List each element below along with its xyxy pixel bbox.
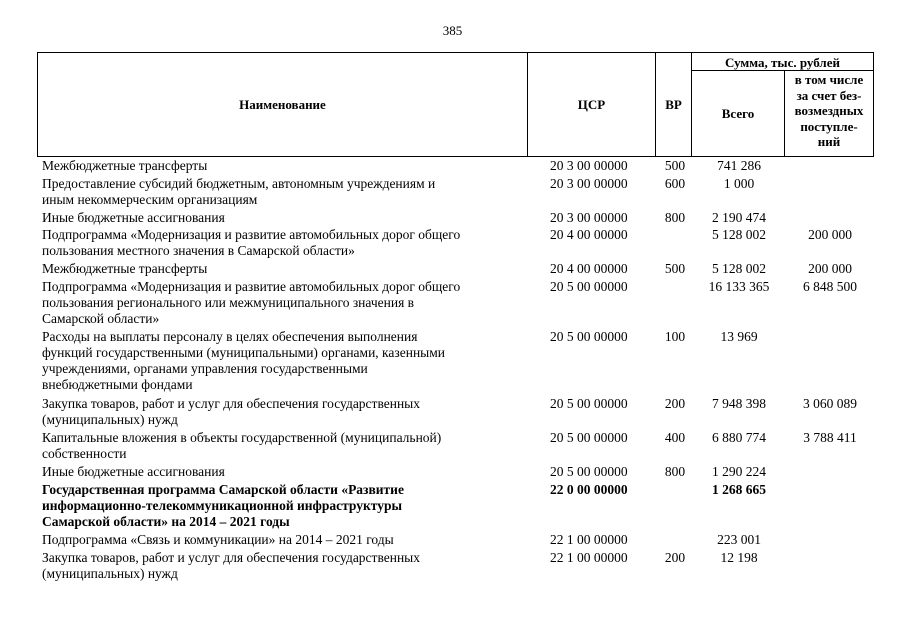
row-name-line: Самарской области» на 2014 – 2021 годы [42,513,290,529]
row-name-line: Капитальные вложения в объекты государственной (муниципальной) [42,430,442,445]
row-name-line: Межбюджетные трансферты [42,261,208,277]
row-vr: 200 [664,396,686,411]
row-name-line: пользования регионального или межмуниципального значения в [42,294,415,310]
header-top-border [37,52,874,53]
row-name [42,261,522,277]
header-free-line: за счет без- [796,87,862,103]
row-name-line: (муниципальных) нужд [42,412,178,427]
row-name-line: Межбюджетные трансферты [42,158,208,173]
row-vr: 800 [664,464,686,479]
row-free: 6 848 500 [803,278,857,294]
header-free [785,72,873,150]
row-name [42,329,522,393]
row-name [42,396,522,428]
row-total: 1 290 224 [712,464,766,479]
header-free-line: возмездных [794,103,864,118]
row-csr: 22 1 00 00000 [550,549,628,565]
row-total: 741 286 [717,158,761,173]
row-csr: 20 5 00 00000 [550,396,628,411]
row-name [42,482,522,530]
row-name [42,550,522,582]
row-free: 3 788 411 [803,430,857,445]
header-total: Всего [721,106,755,121]
row-vr: 600 [664,175,686,191]
row-total: 1 000 [723,175,755,191]
row-name [42,532,522,548]
row-csr: 22 0 00 00000 [550,481,628,497]
row-total: 5 128 002 [712,261,766,277]
row-total: 2 190 474 [712,209,766,225]
row-vr: 100 [664,329,686,345]
row-name [42,430,522,462]
header-free-line: поступле- [800,118,858,134]
row-name-line: учреждениями, органами управления государственными [42,361,368,377]
row-name-line: Иные бюджетные ассигнования [42,464,225,479]
row-csr: 20 5 00 00000 [550,329,628,345]
row-name-line: функций государственными (муниципальными) органами, казенными [42,345,446,361]
row-name [42,227,522,259]
row-name-line: Государственная программа Самарской области «Развитие [42,481,404,497]
row-name [42,279,522,327]
row-name [42,210,522,226]
row-name-line: информационно-телекоммуникационной инфраструктуры [42,497,403,513]
row-csr: 20 5 00 00000 [550,430,628,445]
row-total: 6 880 774 [712,430,766,445]
row-vr: 400 [664,430,686,445]
row-total: 12 198 [720,549,758,565]
header-csr: ЦСР [577,97,606,112]
row-total: 5 128 002 [712,227,766,243]
header-free-line: в том числе [794,72,864,87]
row-csr: 20 5 00 00000 [550,278,628,294]
row-name-line: пользования местного значения в Самарской области» [42,243,355,259]
row-name-line: Предоставление субсидий бюджетным, автономным учреждениям и [42,175,436,191]
page-number: 385 [442,23,463,38]
row-name-line: Самарской области» [42,310,160,326]
row-name [42,158,522,174]
row-name-line: Подпрограмма «Модернизация и развитие автомобильных дорог общего [42,278,461,294]
header-free-line: ний [817,134,841,149]
row-csr: 20 3 00 00000 [550,158,628,173]
row-vr: 500 [664,261,686,277]
header-name: Наименование [239,97,326,112]
row-total: 13 969 [720,329,758,345]
row-name [42,464,522,480]
row-csr: 20 5 00 00000 [550,464,628,479]
row-total: 16 133 365 [708,278,770,294]
header-bottom-border [37,156,874,157]
row-vr: 500 [664,158,686,173]
row-total: 7 948 398 [712,396,766,411]
row-name-line: (муниципальных) нужд [42,565,178,581]
row-name-line: Закупка товаров, работ и услуг для обеспечения государственных [42,396,421,411]
row-name-line: внебюджетными фондами [42,377,193,393]
row-free: 3 060 089 [803,396,857,411]
row-csr: 20 3 00 00000 [550,209,628,225]
header-right-border [873,52,874,157]
row-total: 223 001 [717,532,761,547]
row-name-line: Расходы на выплаты персоналу в целях обеспечения выполнения [42,329,418,345]
row-csr: 22 1 00 00000 [550,532,628,547]
row-name-line: иным некоммерческим организациям [42,191,258,207]
row-csr: 20 3 00 00000 [550,175,628,191]
row-name-line: собственности [42,446,127,461]
row-free: 200 000 [808,261,852,277]
row-free: 200 000 [808,227,852,243]
row-vr: 800 [664,209,686,225]
row-name [42,176,522,208]
row-total: 1 268 665 [712,481,766,497]
row-name-line: Иные бюджетные ассигнования [42,209,225,225]
row-name-line: Подпрограмма «Связь и коммуникации» на 2014 – 2021 годы [42,532,394,547]
header-vr: ВР [665,97,682,112]
row-csr: 20 4 00 00000 [550,227,628,243]
row-name-line: Подпрограмма «Модернизация и развитие автомобильных дорог общего [42,227,461,243]
row-vr: 200 [664,549,686,565]
row-csr: 20 4 00 00000 [550,261,628,277]
header-sum: Сумма, тыс. рублей [725,55,840,70]
row-name-line: Закупка товаров, работ и услуг для обеспечения государственных [42,549,421,565]
